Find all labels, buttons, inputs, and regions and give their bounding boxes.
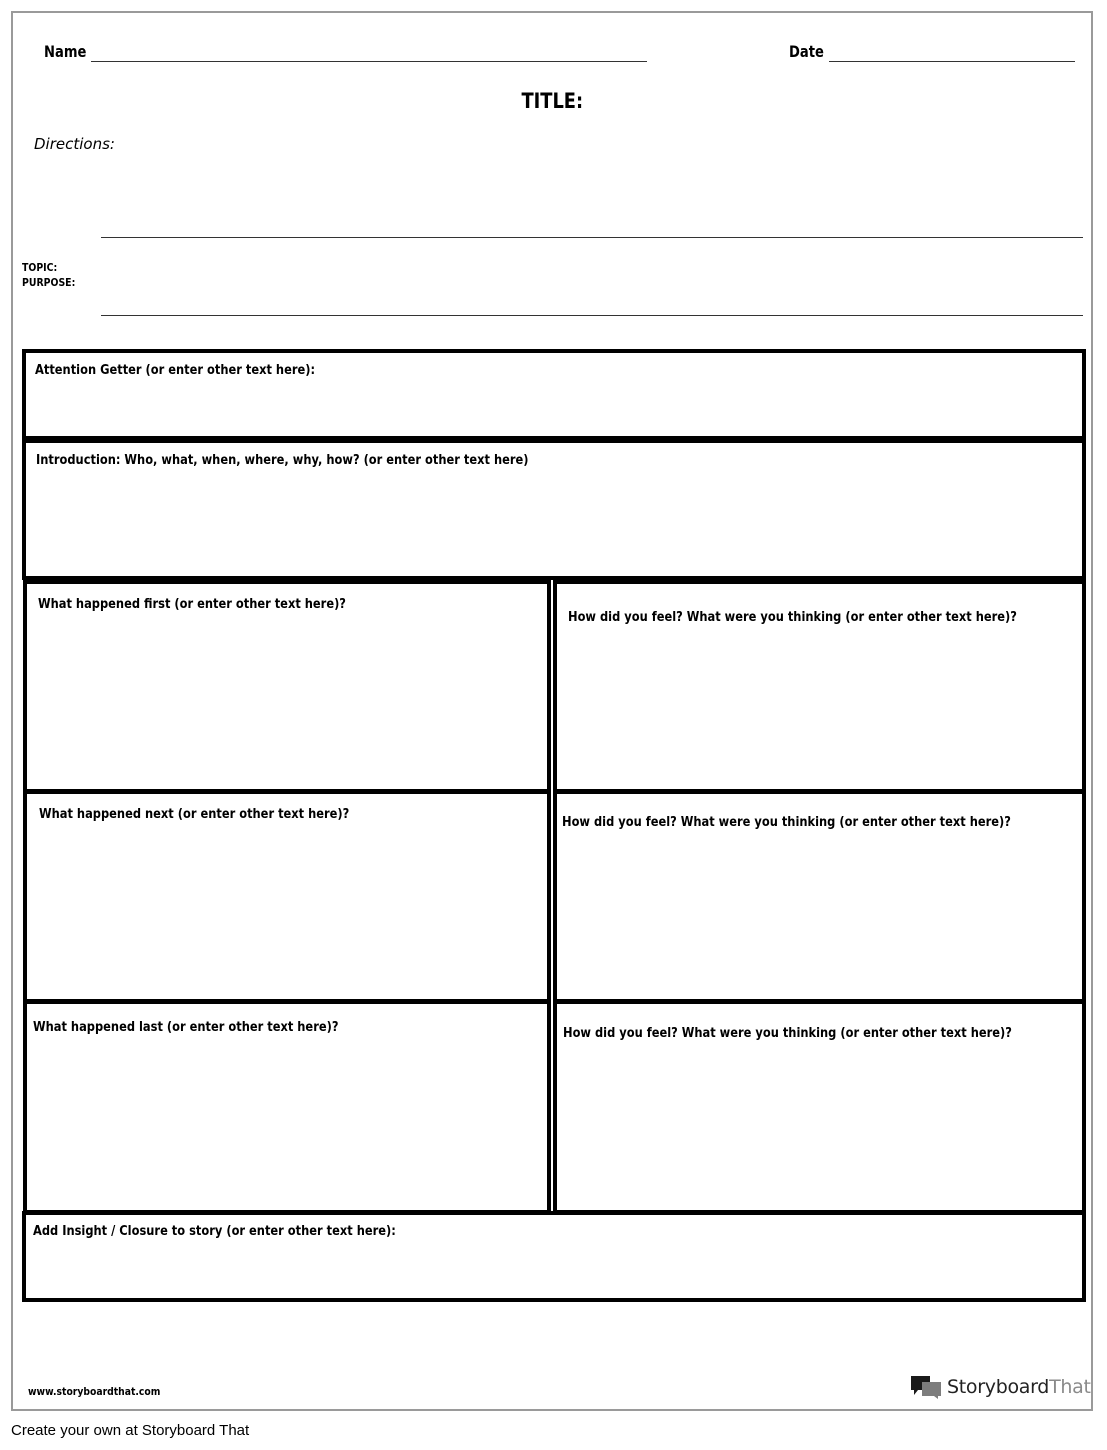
attention-getter-label: Attention Getter (or enter other text here): <box>35 363 316 378</box>
date-label: Date <box>789 42 824 61</box>
feel-next-box[interactable] <box>553 790 1086 1003</box>
topic-purpose-line <box>101 315 1083 316</box>
closure-label: Add Insight / Closure to story (or enter other text here): <box>33 1224 396 1239</box>
brand-name <box>947 1376 1091 1398</box>
next-label: What happened next (or enter other text here)? <box>39 807 350 822</box>
feel-last-box[interactable] <box>553 1000 1086 1214</box>
bottom-caption[interactable]: Create your own at Storyboard That <box>11 1422 250 1439</box>
speech-bubbles-icon <box>909 1374 943 1400</box>
last-box[interactable] <box>23 1000 551 1214</box>
feel-last-label: How did you feel? What were you thinking (or enter other text here)? <box>563 1026 1012 1041</box>
attention-getter-box[interactable] <box>22 349 1086 440</box>
feel-next-label: How did you feel? What were you thinking (or enter other text here)? <box>562 815 1011 830</box>
name-line <box>91 61 647 62</box>
introduction-label: Introduction: Who, what, when, where, why, how? (or enter other text here) <box>36 453 529 468</box>
date-line <box>829 61 1075 62</box>
brand-part1: Storyboard <box>947 1376 1050 1398</box>
name-label: Name <box>44 42 87 61</box>
introduction-box[interactable] <box>22 439 1086 580</box>
purpose-label: PURPOSE: <box>22 276 76 289</box>
first-label: What happened first (or enter other text here)? <box>38 597 346 612</box>
next-box[interactable] <box>23 790 551 1003</box>
title-wrap <box>13 89 1091 113</box>
page-title: TITLE: <box>521 89 583 113</box>
last-label: What happened last (or enter other text here)? <box>33 1020 339 1035</box>
topic-label: TOPIC: <box>22 261 58 274</box>
first-box[interactable] <box>23 580 551 793</box>
feel-first-box[interactable] <box>553 580 1086 793</box>
footer-url[interactable]: www.storyboardthat.com <box>28 1386 161 1398</box>
directions-label: Directions: <box>34 135 115 153</box>
directions-line <box>101 237 1083 238</box>
brand-part2: That <box>1049 1376 1091 1398</box>
feel-first-label: How did you feel? What were you thinking (or enter other text here)? <box>568 610 1017 625</box>
closure-box[interactable] <box>22 1211 1086 1302</box>
worksheet-page <box>11 11 1093 1411</box>
storyboardthat-logo[interactable] <box>909 1374 1091 1400</box>
